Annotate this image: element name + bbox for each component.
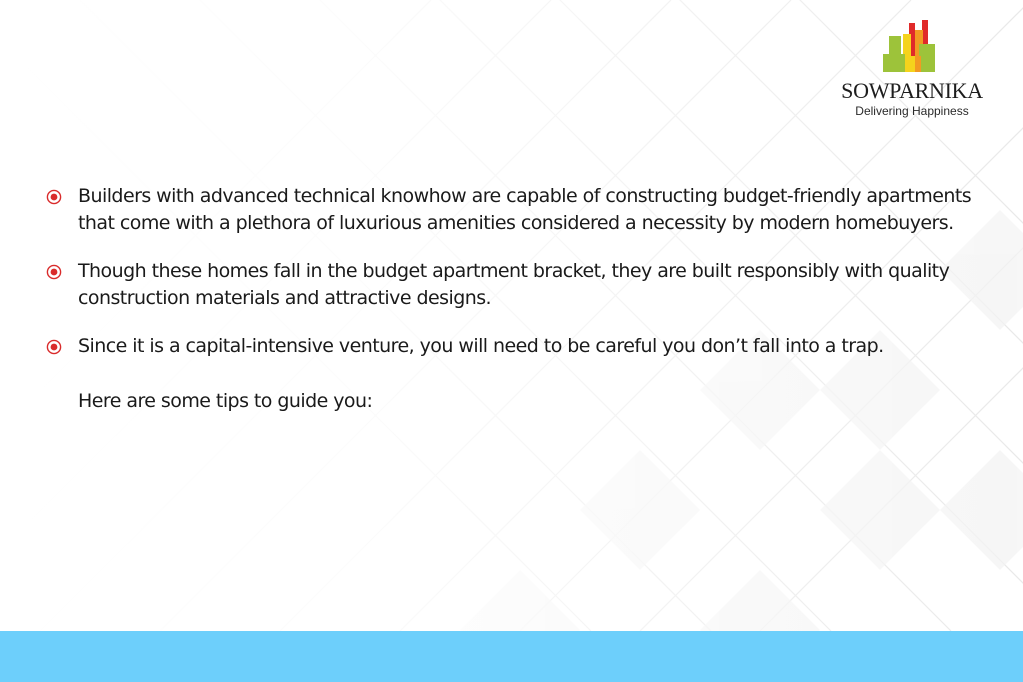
logo-wordmark: SOWPARNIKA	[841, 78, 983, 103]
tips-intro: Here are some tips to guide you:	[78, 390, 373, 412]
company-logo	[828, 20, 996, 120]
footer-bar	[0, 631, 1023, 682]
radio-bullet-icon	[46, 189, 62, 205]
bullet-list	[46, 183, 976, 360]
bullet-text: Though these homes fall in the budget apartment bracket, they are built responsibly with quality construction materials and attractive designs.	[78, 260, 950, 309]
radio-bullet-icon	[46, 264, 62, 280]
bullet-text: Since it is a capital-intensive venture, you will need to be careful you don’t fall into a trap.	[78, 335, 884, 357]
radio-bullet-icon	[46, 339, 62, 355]
bar-chart-logo-icon	[881, 20, 941, 74]
logo-tagline: Delivering Happiness	[855, 104, 969, 118]
slide-content	[46, 183, 976, 415]
bullet-text: Builders with advanced technical knowhow are capable of constructing budget-friendly apartments that come with a plethora of luxurious amenities considered a necessity by modern homebuyers.	[78, 185, 972, 234]
bullet-item	[46, 183, 976, 237]
bullet-item	[46, 258, 976, 312]
bullet-item	[46, 333, 976, 360]
